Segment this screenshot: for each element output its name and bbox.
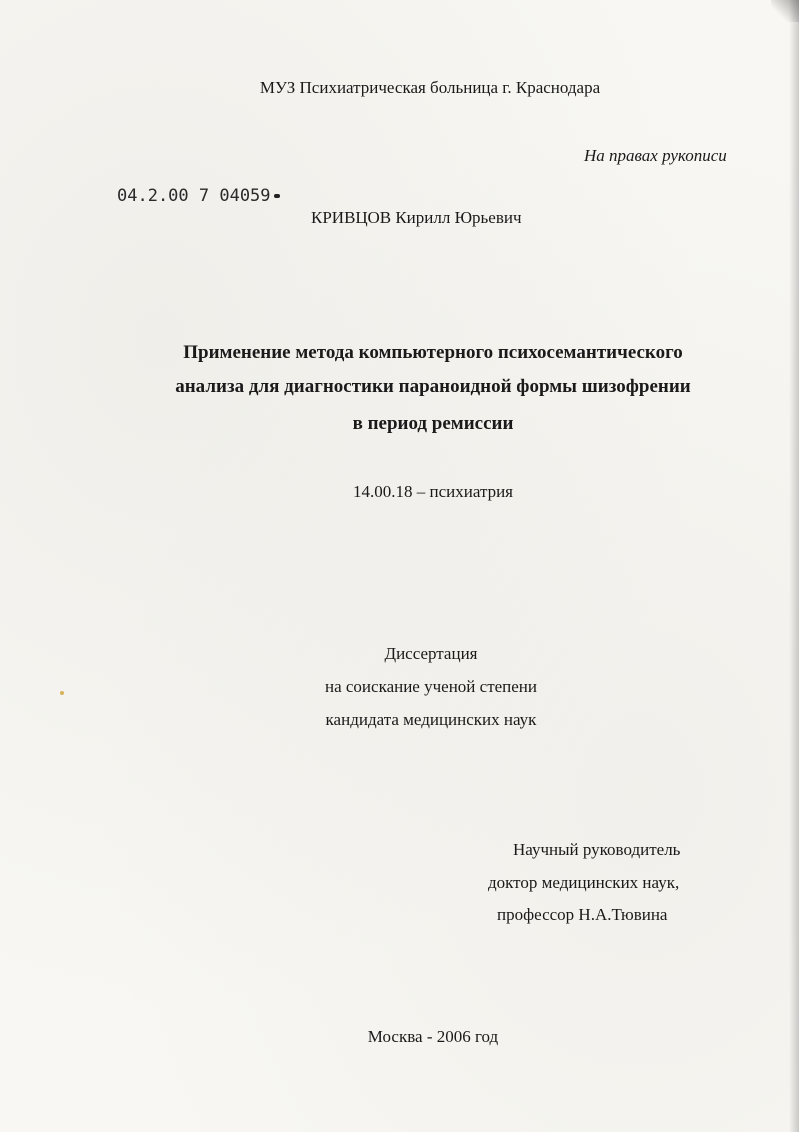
- stamp-dot-icon: [274, 194, 280, 198]
- scan-edge-shadow: [789, 0, 799, 1132]
- title-line-3: в период ремиссии: [352, 413, 514, 434]
- supervisor-line-2: доктор медицинских наук,: [488, 873, 680, 892]
- scan-speck: [60, 691, 64, 695]
- title-line-1: Применение метода компьютерного психосемантического: [183, 342, 683, 363]
- specialty-code: 14.00.18 – психиатрия: [353, 482, 513, 501]
- supervisor-line-3: профессор Н.А.Тювина: [497, 905, 668, 924]
- title-line-2: анализа для диагностики параноидной формы шизофрении: [175, 376, 691, 397]
- dissertation-line-2: на соискание ученой степени: [324, 677, 538, 696]
- scan-corner-mark: [771, 0, 799, 22]
- rights-note: На правах рукописи: [584, 146, 727, 165]
- dissertation-line-1: Диссертация: [384, 644, 478, 663]
- dissertation-line-3: кандидата медицинских наук: [325, 710, 537, 729]
- city-year: Москва - 2006 год: [367, 1027, 499, 1046]
- author-name: КРИВЦОВ Кирилл Юрьевич: [311, 208, 522, 227]
- library-stamp: [117, 186, 280, 206]
- stamp-number: 04.2.00 7 04059: [117, 186, 271, 206]
- supervisor-line-1: Научный руководитель: [513, 840, 681, 859]
- institution-name: МУЗ Психиатрическая больница г. Краснодара: [259, 78, 601, 97]
